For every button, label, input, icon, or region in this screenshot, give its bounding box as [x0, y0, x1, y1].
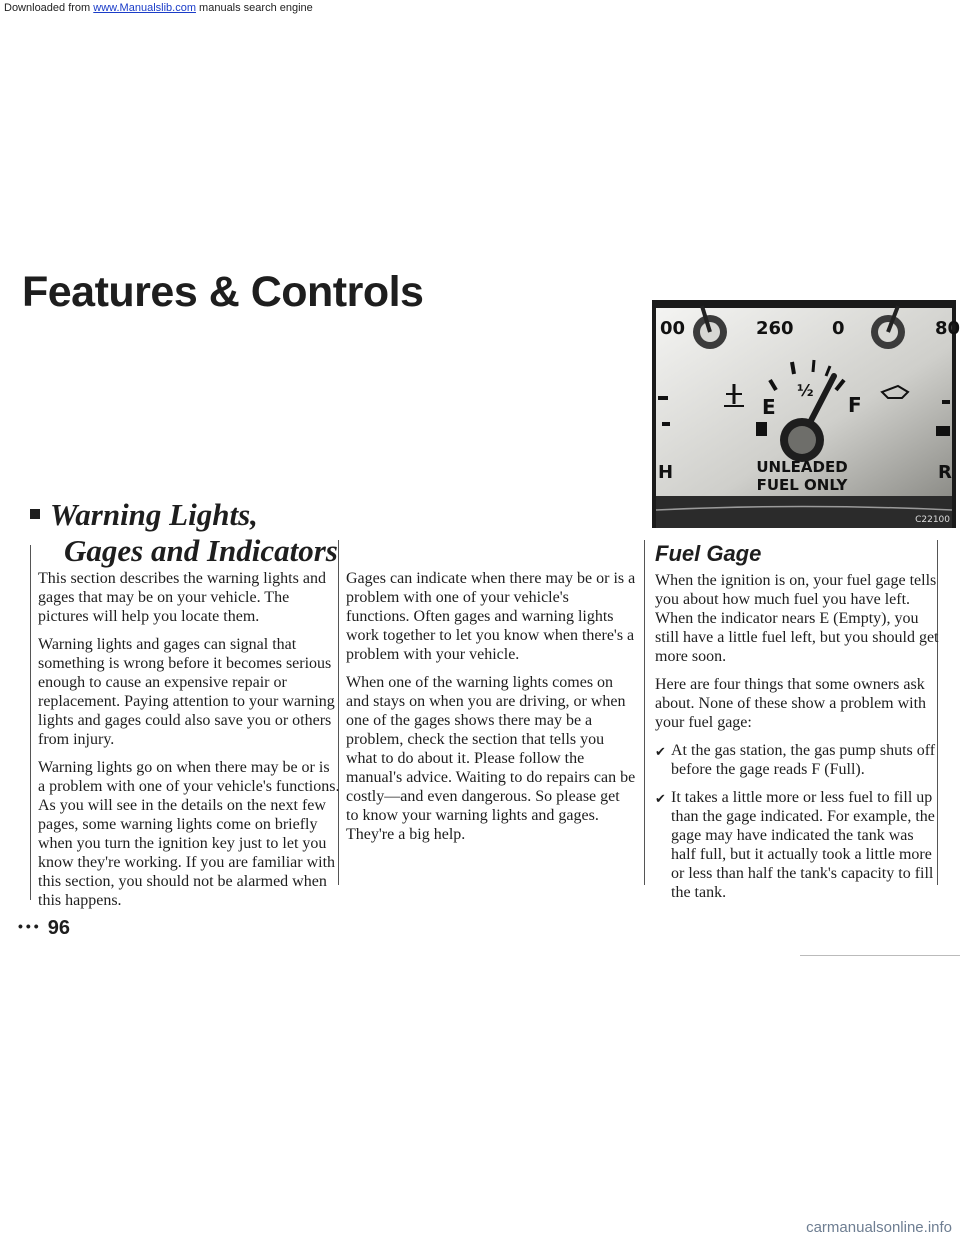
left-edge-mark: H: [658, 462, 674, 483]
paragraph: Gages can indicate when there may be or is a problem with one of your vehicle's functions. Often gages and warning lights work together to let you know when there's a problem with your vehicle.: [346, 570, 636, 663]
edge-tick: [936, 426, 950, 436]
fuel-tick: [813, 360, 814, 372]
paragraph: Warning lights go on when there may be or is a problem with one of your vehicle's functions. As you will see in the details on the next few pages, some warning lights come on briefly when you turn the ignition key just to let you know they're working. If you are familiar with this section, you should not be alarmed when this happens.: [38, 759, 340, 909]
fuel-gage-heading: Fuel Gage: [655, 541, 762, 566]
paragraph: Here are four things that some owners ask about. None of these show a problem with your fuel gage:: [655, 676, 927, 731]
warning-column-2: [346, 569, 636, 853]
check-bullet-icon: ✔: [655, 744, 666, 759]
fuel-pump-icon: [756, 422, 767, 436]
half-mark: ½: [797, 381, 814, 400]
paragraph: When one of the warning lights comes on and stays on when you are driving, or when one of the gages shows there may be a problem, check the section that tells you what to do about it. Please follow the manual's advice. Waiting to do repairs can be costly—and even dangerous. So please get to know your warning lights and gages. They're a big help.: [346, 674, 636, 843]
square-bullet-icon: [30, 509, 40, 519]
right-readout: 80: [935, 318, 960, 339]
manualslib-link[interactable]: www.Manualslib.com: [93, 2, 196, 14]
left-readout: 00: [660, 318, 686, 339]
check-bullet-icon: ✔: [655, 791, 666, 806]
page-number: ••• 96: [18, 917, 70, 939]
download-banner: Downloaded from www.Manualslib.com manuals search engine: [4, 2, 313, 14]
paragraph: Warning lights and gages can signal that something is wrong before it becomes serious enough to cause an expensive repair or replacement. Paying attention to your warning lights and gages could also save you or others from injury.: [38, 636, 335, 748]
footer-watermark: carmanualsonline.info: [806, 1219, 952, 1236]
center-readout-2: 0: [832, 318, 845, 339]
edge-tick: [658, 396, 668, 400]
full-mark: F: [848, 393, 862, 417]
unleaded-label-1: UNLEADED: [756, 458, 848, 476]
list-item: ✔ It takes a little more or less fuel to fill up than the gage indicated. For example, the gage may have indicated the tank was half full, but it actually took a little more or less than half the tank's capacity to fill the tank.: [655, 789, 935, 901]
fuel-dial-hub-center: [788, 426, 816, 454]
column-rule: [644, 540, 645, 885]
empty-mark: E: [762, 395, 776, 419]
right-edge-mark: R: [938, 462, 952, 483]
warning-section-heading: Warning Lights, Gages and Indicators: [30, 497, 338, 569]
column-rule: [30, 545, 31, 900]
edge-tick: [662, 422, 670, 426]
fuel-gauge-image: [652, 300, 960, 528]
fuel-tick: [792, 362, 794, 374]
fuel-gage-bullets: [655, 741, 940, 902]
paragraph: This section describes the warning lights and gages that may be on your vehicle. The pictures will help you locate them.: [38, 570, 326, 625]
section-title: Features & Controls: [22, 268, 424, 316]
edge-tick: [942, 400, 950, 404]
warning-column-1: [38, 569, 340, 919]
image-code: C22100: [915, 515, 950, 525]
center-readout-1: 260: [756, 318, 794, 339]
unleaded-label-2: FUEL ONLY: [756, 476, 848, 494]
dots-ornament-icon: •••: [18, 918, 42, 934]
paragraph: When the ignition is on, your fuel gage tells you about how much fuel you have left. When the indicator nears E (Empty), you still have a little fuel left, but you should get more soon.: [655, 572, 939, 665]
bottom-divider: [800, 955, 960, 956]
list-item: ✔ At the gas station, the gas pump shuts off before the gage reads F (Full).: [655, 742, 936, 778]
fuel-gage-column: [655, 571, 940, 911]
